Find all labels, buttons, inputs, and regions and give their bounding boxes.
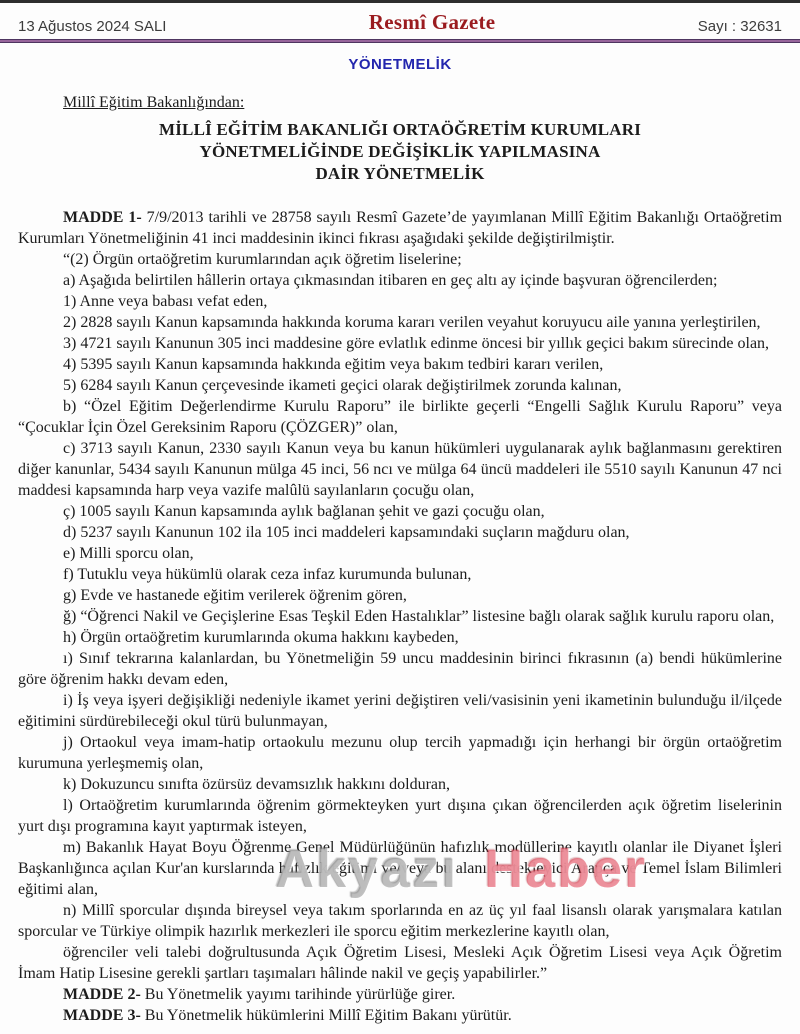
article-label: MADDE 3- bbox=[63, 1007, 141, 1024]
paragraph-text: 7/9/2013 tarihli ve 28758 sayılı Resmî Gazete’de yayımlanan Millî Eğitim Bakanlığı Ortaöğretim Kurumları Yönetmeliğinin 41 inci maddesinin ikinci fıkrası aşağıdaki şekilde değiştirilmiştir. bbox=[18, 209, 783, 247]
paragraph-item-i bbox=[18, 690, 782, 732]
paragraph-text: j) Ortaokul veya imam-hatip ortaokulu mezunu olup tercih yapmadığı için herhangi bir örgün ortaöğretim kurumuna yerleşmemiş olan, bbox=[18, 734, 782, 772]
section-heading: YÖNETMELİK bbox=[348, 56, 452, 73]
paragraph-text: “(2) Örgün ortaöğretim kurumlarından açık öğretim liselerine; bbox=[63, 251, 462, 268]
paragraph-madde-1 bbox=[18, 207, 782, 249]
paragraph-text: c) 3713 sayılı Kanun, 2330 sayılı Kanun veya bu kanun hükümleri uygulanarak aylık bağlanmasını gerektiren diğer kanunlar, 5434 sayılı Kanunun mülga 45 inci, 56 ncı ve mülga 64 üncü maddeleri ile 5510 sayılı Kanunun 47 nci maddesi kapsamında harp veya vazife malûlü sayılanların çocuğu olan, bbox=[18, 440, 782, 499]
paragraph-text: n) Millî sporcular dışında bireysel veya takım sporlarında en az üç yıl faal lisanslı olarak yarışmalara katılan sporcular ve Türkiye olimpik hazırlık merkezleri ile sporcu eğitim merkezlerine kayıtlı olan, bbox=[18, 902, 782, 940]
paragraph-item-n bbox=[18, 900, 782, 942]
paragraph-madde-3 bbox=[18, 1005, 782, 1026]
paragraph-item-g bbox=[18, 585, 782, 606]
paragraph-item-4 bbox=[18, 354, 782, 375]
paragraph-text: m) Bakanlık Hayat Boyu Öğrenme Genel Müdürlüğünün hafızlık modüllerine kayıtlı olanlar ile Diyanet İşleri Başkanlığınca açılan Kur'an kurslarında hafızlık eğitimi ve/veya bu alanı destekleyici Arapça ve Temel İslam Bilimleri eğitimi alan, bbox=[18, 839, 782, 898]
paragraph-text: e) Milli sporcu olan, bbox=[63, 545, 194, 562]
paragraph-item-e bbox=[18, 543, 782, 564]
masthead-title: Resmî Gazete bbox=[368, 10, 496, 34]
paragraph-item-k bbox=[18, 774, 782, 795]
paragraph-text: ç) 1005 sayılı Kanun kapsamında aylık bağlanan şehit ve gazi çocuğu olan, bbox=[63, 503, 545, 520]
paragraph-text: Bu Yönetmelik hükümlerini Millî Eğitim Bakanı yürütür. bbox=[140, 1007, 512, 1024]
paragraph-item-f bbox=[18, 564, 782, 585]
issue-date: 13 Ağustos 2024 SALI bbox=[18, 18, 167, 35]
masthead-row bbox=[0, 3, 800, 39]
paragraph-item-3 bbox=[18, 333, 782, 354]
paragraph-text: f) Tutuklu veya hükümlü olarak ceza infaz kurumunda bulunan, bbox=[63, 566, 472, 583]
paragraph-text: 1) Anne veya babası vefat eden, bbox=[63, 293, 268, 310]
header-divider bbox=[0, 39, 800, 43]
paragraph-text: ı) Sınıf tekrarına kalanlardan, bu Yönetmeliğin 59 uncu maddesinin birinci fıkrasının (a) bendi hükümlerine göre öğrenim hakkı devam eden, bbox=[18, 650, 782, 688]
paragraph-text: 2) 2828 sayılı Kanun kapsamında hakkında koruma kararı verilen veyahut koruyucu aile yanına yerleştirilen, bbox=[63, 314, 761, 331]
paragraph-item-1 bbox=[18, 291, 782, 312]
regulation-title bbox=[0, 119, 800, 185]
regulation-title-line: YÖNETMELİĞİNDE DEĞİŞİKLİK YAPILMASINA bbox=[199, 142, 601, 161]
paragraph-closing bbox=[18, 942, 782, 984]
paragraph-text: k) Dokuzuncu sınıfta özürsüz devamsızlık hakkını dolduran, bbox=[63, 776, 451, 793]
article-label: MADDE 2- bbox=[63, 986, 141, 1003]
paragraph-text: öğrenciler veli talebi doğrultusunda Açık Öğretim Lisesi, Mesleki Açık Öğretim Lisesi veya Açık Öğretim İmam Hatip Lisesine gerekli şartları taşımaları hâlinde nakil ve geçiş yapabilirler.” bbox=[18, 944, 782, 982]
paragraph-text: 5) 6284 sayılı Kanun çerçevesinde ikameti geçici olarak değiştirilmek zorunda kalınan, bbox=[63, 377, 622, 394]
paragraph-clause-2 bbox=[18, 249, 782, 270]
paragraph-item-b bbox=[18, 396, 782, 438]
watermark-word-red: Haber bbox=[484, 839, 648, 899]
paragraph-item-m bbox=[18, 837, 782, 900]
regulation-title-line: MİLLÎ EĞİTİM BAKANLIĞI ORTAÖĞRETİM KURUMLARI bbox=[158, 120, 642, 139]
paragraph-item-a bbox=[18, 270, 782, 291]
paragraph-text: ğ) “Öğrenci Nakil ve Geçişlerine Esas Teşkil Eden Hastalıklar” listesine bağlı olarak sağlık kurulu raporu olan, bbox=[63, 608, 775, 625]
paragraph-item-d bbox=[18, 522, 782, 543]
issue-number: Sayı : 32631 bbox=[697, 18, 782, 35]
paragraph-text: 4) 5395 sayılı Kanun kapsamında hakkında eğitim veya bakım tedbiri kararı verilen, bbox=[63, 356, 604, 373]
paragraph-text: a) Aşağıda belirtilen hâllerin ortaya çıkmasından itibaren en geç altı ay içinde başvuran öğrencilerden; bbox=[63, 272, 718, 289]
paragraph-item-ii bbox=[18, 648, 782, 690]
article-label: MADDE 1- bbox=[63, 209, 142, 226]
paragraph-item-gg bbox=[18, 606, 782, 627]
paragraph-item-2 bbox=[18, 312, 782, 333]
paragraph-item-5 bbox=[18, 375, 782, 396]
watermark-word-gray: Akyazı bbox=[275, 839, 459, 899]
paragraph-text: Bu Yönetmelik yayımı tarihinde yürürlüğe girer. bbox=[140, 986, 456, 1003]
paragraph-text: i) İş veya işyeri değişikliği nedeniyle ikamet yerini değiştiren veli/vasisinin yeni ikametinin bulunduğu il/ilçede eğitimini sürdürebileceği okul türü bulunmayan, bbox=[18, 692, 782, 730]
paragraph-text: g) Evde ve hastanede eğitim verilerek öğrenim gören, bbox=[63, 587, 407, 604]
issuing-authority: Millî Eğitim Bakanlığından: bbox=[63, 94, 245, 111]
regulation-title-line: DAİR YÖNETMELİK bbox=[315, 164, 485, 183]
paragraph-text: 3) 4721 sayılı Kanunun 305 inci maddesine göre evlatlık edinme öncesi bir yıllık geçici bakım sürecinde olan, bbox=[63, 335, 770, 352]
regulation-body bbox=[0, 207, 800, 1026]
paragraph-item-cc bbox=[18, 501, 782, 522]
paragraph-text: d) 5237 sayılı Kanunun 102 ila 105 inci maddeleri kapsamındaki suçların mağduru olan, bbox=[63, 524, 630, 541]
paragraph-item-l bbox=[18, 795, 782, 837]
paragraph-item-j bbox=[18, 732, 782, 774]
paragraph-text: b) “Özel Eğitim Değerlendirme Kurulu Raporu” ile birlikte geçerli “Engelli Sağlık Kurulu Raporu” veya “Çocuklar İçin Özel Gereksinim Raporu (ÇÖZGER)” olan, bbox=[18, 398, 782, 436]
paragraph-item-c bbox=[18, 438, 782, 501]
paragraph-text: h) Örgün ortaöğretim kurumlarında okuma hakkını kaybeden, bbox=[63, 629, 459, 646]
paragraph-madde-2 bbox=[18, 984, 782, 1005]
paragraph-text: l) Ortaöğretim kurumlarında öğrenim görmekteyken yurt dışına çıkan öğrencilerden açık öğretim liselerinin yurt dışı programına kayıt yaptırmak isteyen, bbox=[18, 797, 782, 835]
paragraph-item-h bbox=[18, 627, 782, 648]
